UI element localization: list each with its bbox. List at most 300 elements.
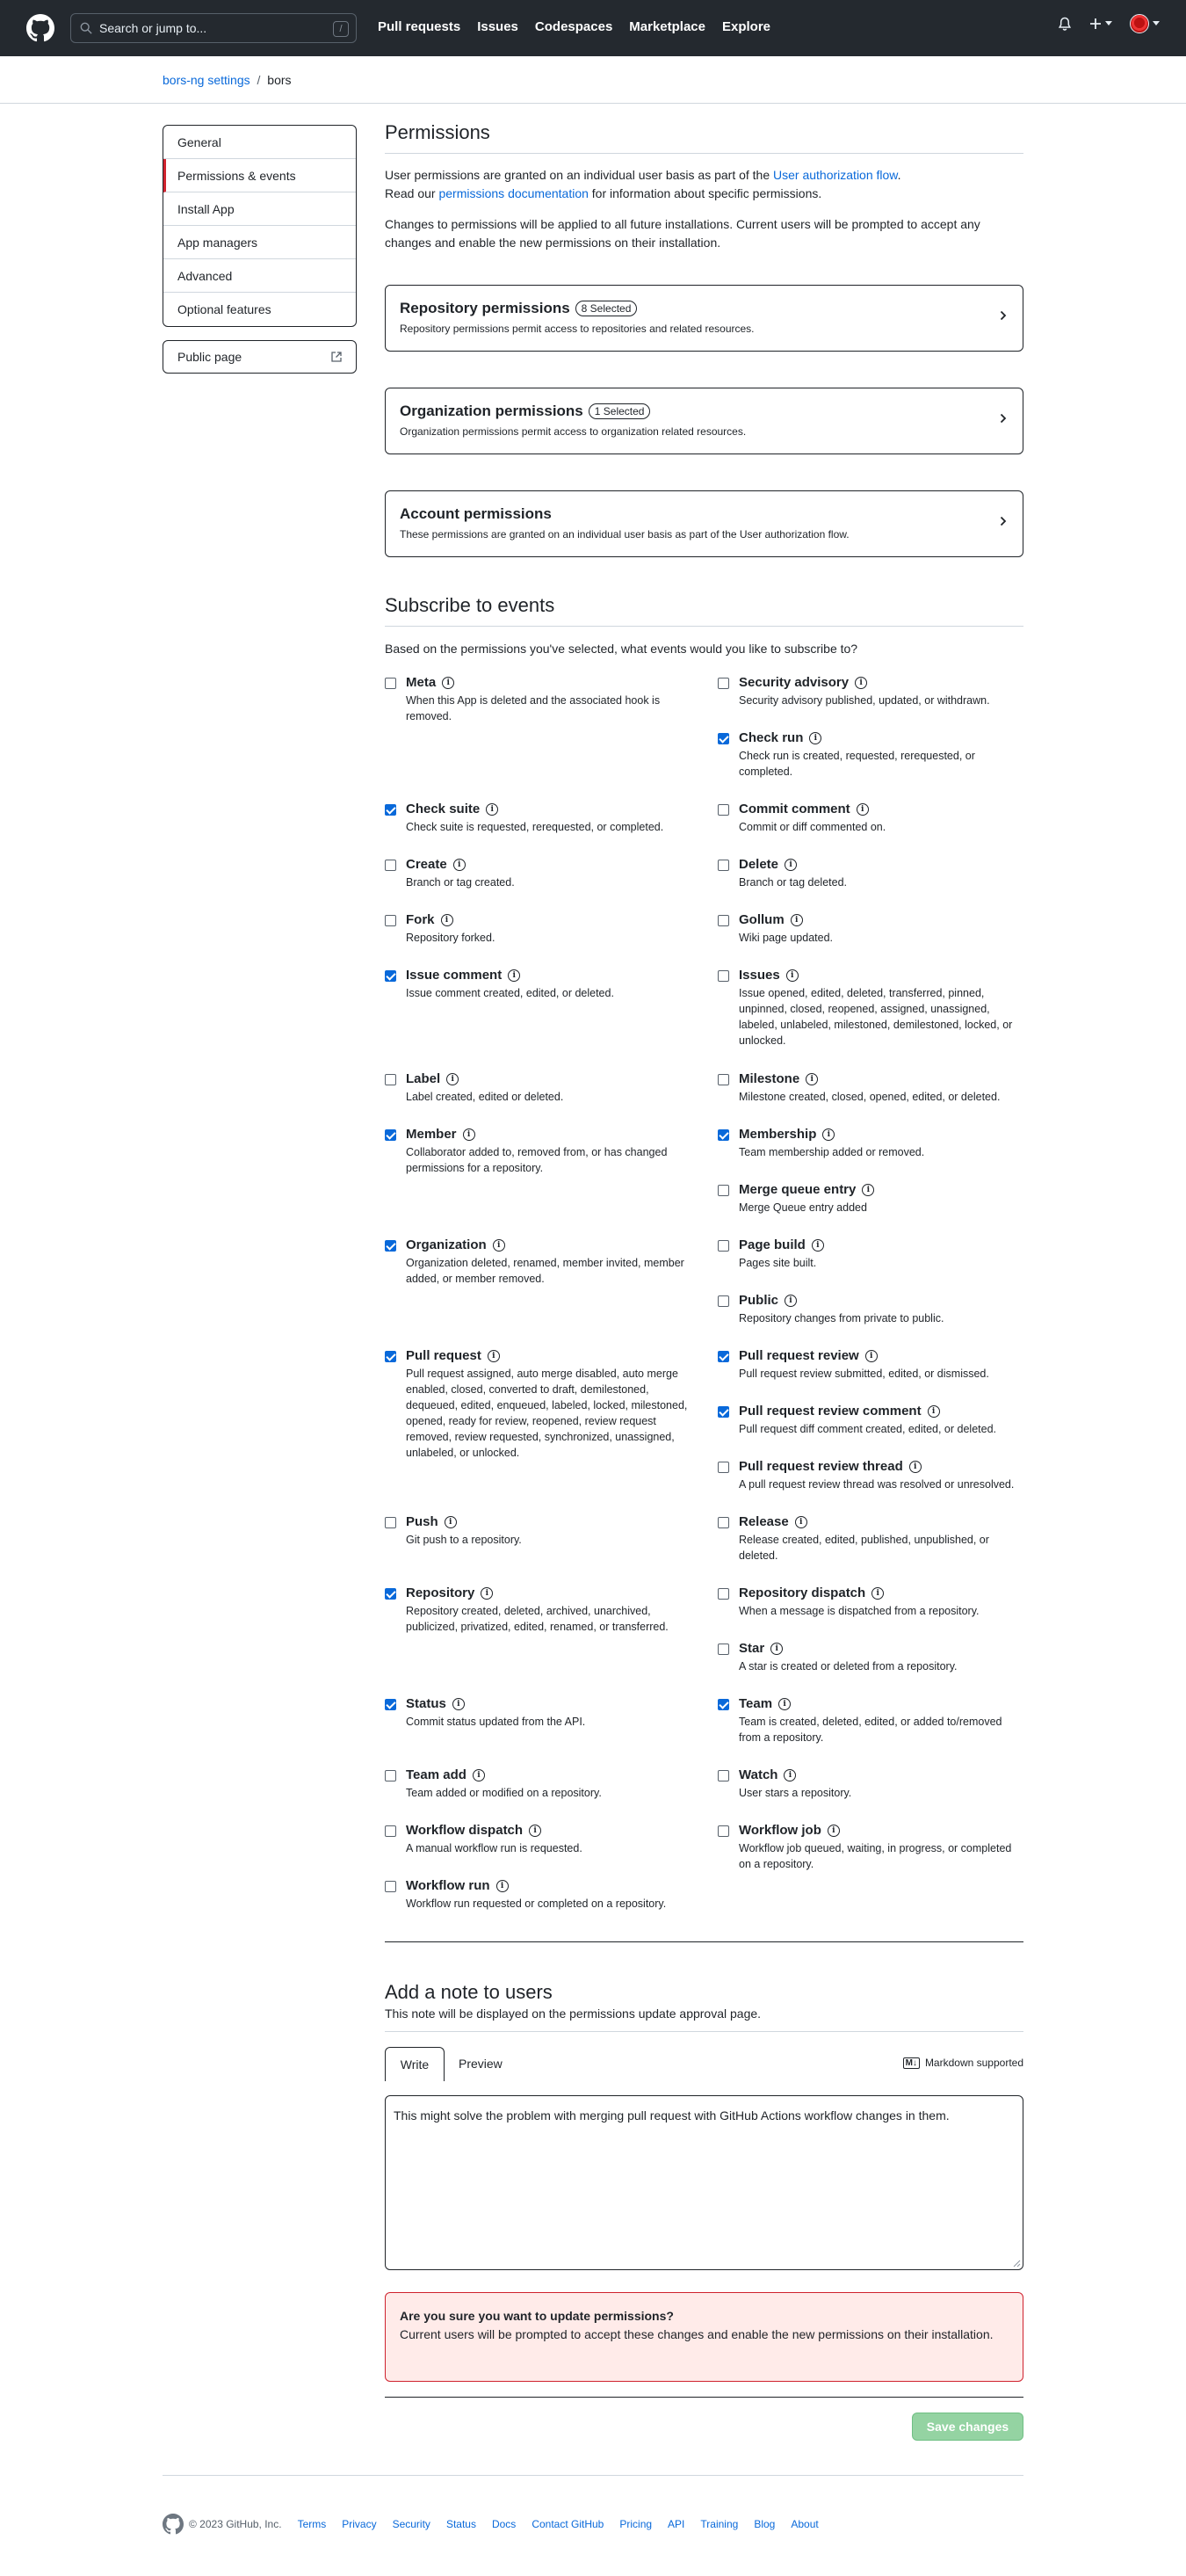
event-label[interactable]: Watch: [739, 1767, 778, 1782]
event-label[interactable]: Commit comment: [739, 802, 850, 816]
event-label[interactable]: Merge queue entry: [739, 1182, 857, 1197]
event-issues: [718, 968, 1025, 1049]
event-label[interactable]: Member: [406, 1127, 457, 1142]
caret-down-icon: [1153, 21, 1160, 26]
event-page-build: [718, 1237, 1025, 1271]
event-name-row: [406, 1878, 692, 1893]
header-actions: [1058, 14, 1160, 33]
event-name-row: [739, 1071, 1025, 1086]
info-icon[interactable]: i: [828, 1825, 840, 1837]
intro-suffix: .: [897, 168, 901, 182]
event-checkbox[interactable]: [385, 1517, 396, 1528]
footer-link-api[interactable]: API: [668, 2518, 685, 2530]
info-icon[interactable]: i: [865, 1350, 878, 1362]
info-icon[interactable]: i: [809, 732, 821, 744]
event-description: Branch or tag created.: [406, 876, 515, 889]
event-name-row: [406, 1237, 692, 1252]
event-description: Commit or diff commented on.: [739, 821, 886, 833]
intro-prefix: User permissions are granted on an individual user basis as part of the: [385, 168, 774, 182]
event-public: [718, 1293, 1025, 1326]
public-page-link[interactable]: [163, 340, 357, 374]
footer-copyright: © 2023 GitHub, Inc.: [189, 2518, 282, 2530]
event-star: [718, 1641, 1025, 1674]
event-team-add: [385, 1767, 692, 1801]
permissions-section: [385, 121, 1023, 252]
event-description: Workflow run requested or completed on a repository.: [406, 1898, 667, 1910]
chevron-right-icon: [1000, 413, 1007, 424]
event-meta: [385, 675, 692, 724]
event-description: Wiki page updated.: [739, 932, 834, 944]
event-name-row: [739, 1182, 1025, 1197]
permissions-intro: [385, 166, 1023, 203]
read-prefix: Read our: [385, 186, 439, 200]
event-checkbox[interactable]: [718, 1240, 729, 1252]
event-name-row: [739, 1823, 1025, 1838]
caret-down-icon: [1105, 21, 1112, 26]
repository-permissions-desc: Repository permissions permit access to repositories and related resources.: [400, 323, 755, 335]
event-description: Merge Queue entry added: [739, 1201, 867, 1214]
info-icon[interactable]: i: [453, 859, 466, 871]
event-checkbox[interactable]: [385, 678, 396, 689]
github-logo-icon[interactable]: [26, 14, 54, 42]
event-label[interactable]: Meta: [406, 675, 437, 690]
event-description: Repository changes from private to public.: [739, 1312, 944, 1324]
event-description: Check run is created, requested, rerequested, or completed.: [739, 750, 975, 778]
info-icon[interactable]: i: [463, 1128, 475, 1141]
external-link-icon: [331, 352, 342, 362]
event-description: Commit status updated from the API.: [406, 1716, 586, 1728]
public-page-label: Public page: [177, 350, 242, 364]
event-repository-dispatch: [718, 1586, 1025, 1619]
event-check-run: [718, 730, 1025, 780]
warning-body: Current users will be prompted to accept these changes and enable the new permissions on their installation.: [400, 2327, 994, 2341]
event-description: When a message is dispatched from a repository.: [739, 1605, 980, 1617]
plus-dropdown[interactable]: [1089, 18, 1112, 30]
event-create: [385, 857, 692, 890]
event-description: Team membership added or removed.: [739, 1146, 925, 1158]
organization-permissions-desc: Organization permissions permit access to organization related resources.: [400, 425, 747, 438]
save-divider: [385, 2397, 1023, 2398]
event-checkbox[interactable]: [718, 804, 729, 816]
event-label[interactable]: Workflow run: [406, 1878, 490, 1893]
event-description: Issue comment created, edited, or deleted.: [406, 987, 614, 999]
event-checkbox[interactable]: [718, 678, 729, 689]
event-label[interactable]: Label: [406, 1071, 441, 1086]
event-checkbox[interactable]: [718, 1462, 729, 1473]
footer-link-security[interactable]: Security: [392, 2518, 430, 2530]
event-name-row: [739, 968, 1025, 983]
event-merge-queue-entry: [718, 1182, 1025, 1215]
event-label[interactable]: Repository dispatch: [739, 1586, 866, 1600]
event-team: [718, 1696, 1025, 1745]
info-icon[interactable]: i: [442, 677, 454, 689]
event-description: Organization deleted, renamed, member invited, member added, or member removed.: [406, 1257, 684, 1285]
info-icon[interactable]: i: [785, 1295, 797, 1307]
footer-divider: [163, 2475, 1023, 2476]
account-permissions-box[interactable]: [385, 490, 1023, 557]
event-member: [385, 1127, 692, 1176]
event-checkbox[interactable]: [385, 804, 396, 816]
event-name-row: [406, 1823, 692, 1838]
event-commit-comment: [718, 802, 1025, 835]
sidebar-item-install-app[interactable]: Install App: [163, 192, 356, 226]
event-checkbox[interactable]: [385, 1588, 396, 1600]
event-label: [385, 1071, 692, 1105]
event-description: Milestone created, closed, opened, edited, or deleted.: [739, 1091, 1001, 1103]
breadcrumb-bar: [0, 56, 1186, 104]
markdown-supported-link[interactable]: [903, 2057, 1023, 2069]
event-pull-request-review-comment: [718, 1404, 1025, 1437]
event-description: A star is created or deleted from a repository.: [739, 1660, 958, 1673]
event-organization: [385, 1237, 692, 1287]
event-name-row: [406, 857, 692, 872]
user-menu[interactable]: [1130, 14, 1160, 33]
footer-link-pricing[interactable]: Pricing: [619, 2518, 653, 2530]
event-checkbox[interactable]: [718, 1699, 729, 1710]
event-name-row: [739, 1586, 1025, 1600]
event-description: Branch or tag deleted.: [739, 876, 847, 889]
user-authorization-flow-link[interactable]: User authorization flow: [773, 168, 898, 182]
event-name-row: [739, 675, 1025, 690]
footer-links: [298, 2518, 819, 2530]
event-workflow-run: [385, 1878, 692, 1912]
breadcrumb: [163, 73, 292, 87]
event-name-row: [406, 912, 692, 927]
settings-sidebar: [163, 125, 357, 327]
event-checkbox[interactable]: [385, 1770, 396, 1781]
event-label[interactable]: Pull request review thread: [739, 1459, 903, 1474]
info-icon[interactable]: i: [909, 1461, 922, 1473]
event-label[interactable]: Team add: [406, 1767, 466, 1782]
event-checkbox[interactable]: [385, 1074, 396, 1085]
subscribe-events-title: Subscribe to events: [385, 594, 1023, 627]
event-label[interactable]: Release: [739, 1514, 789, 1529]
save-changes-button[interactable]: Save changes: [912, 2413, 1023, 2441]
info-icon[interactable]: i: [529, 1825, 541, 1837]
events-divider: [385, 1941, 1023, 1942]
event-repository: [385, 1586, 692, 1635]
event-label[interactable]: Team: [739, 1696, 773, 1711]
footer-link-docs[interactable]: Docs: [491, 2518, 517, 2530]
event-name-row: [739, 1404, 1025, 1419]
event-name-row: [739, 1514, 1025, 1529]
info-icon[interactable]: i: [452, 1698, 465, 1710]
note-tabs: [385, 2031, 1023, 2072]
event-checkbox[interactable]: [385, 1699, 396, 1710]
markdown-icon: M↓: [903, 2057, 920, 2069]
event-description: Team is created, deleted, edited, or added to/removed from a repository.: [739, 1716, 1002, 1744]
info-icon[interactable]: i: [791, 914, 803, 926]
event-delete: [718, 857, 1025, 890]
event-pull-request-review-thread: [718, 1459, 1025, 1492]
note-text: This might solve the problem with merging pull request with GitHub Actions workflow changes in them.: [394, 2108, 950, 2122]
avatar: [1130, 14, 1149, 33]
account-permissions-title: Account permissions: [400, 505, 552, 522]
event-name-row: [739, 857, 1025, 872]
event-name-row: [406, 1348, 692, 1363]
event-name-row: [739, 1641, 1025, 1656]
event-description: Repository created, deleted, archived, unarchived, publicized, privatized, edited, renamed, or transferred.: [406, 1605, 669, 1633]
event-membership: [718, 1127, 1025, 1160]
event-description: Repository forked.: [406, 932, 495, 944]
subscribe-events-question: Based on the permissions you've selected, what events would you like to subscribe to?: [385, 642, 858, 656]
info-icon[interactable]: i: [770, 1643, 783, 1655]
event-label[interactable]: Issue comment: [406, 968, 503, 983]
event-checkbox[interactable]: [385, 1240, 396, 1252]
event-checkbox[interactable]: [718, 1295, 729, 1307]
organization-permissions-badge: 1 Selected: [589, 403, 651, 419]
event-description: When this App is deleted and the associated hook is removed.: [406, 694, 661, 722]
event-label[interactable]: Issues: [739, 968, 780, 983]
organization-permissions-title: Organization permissions: [400, 403, 583, 419]
event-checkbox[interactable]: [718, 1770, 729, 1781]
event-description: A manual workflow run is requested.: [406, 1842, 582, 1854]
event-label[interactable]: Pull request: [406, 1348, 481, 1363]
plus-icon: [1089, 18, 1102, 30]
event-description: Pull request review submitted, edited, or dismissed.: [739, 1368, 989, 1380]
chevron-right-icon: [1000, 310, 1007, 321]
event-name-row: [739, 1127, 1025, 1142]
info-icon[interactable]: i: [855, 677, 867, 689]
event-checkbox[interactable]: [385, 1129, 396, 1141]
event-release: [718, 1514, 1025, 1564]
event-status: [385, 1696, 692, 1730]
breadcrumb-settings-link[interactable]: bors-ng settings: [163, 73, 250, 87]
event-label[interactable]: Pull request review: [739, 1348, 859, 1363]
event-name-row: [406, 1696, 692, 1711]
info-icon[interactable]: i: [795, 1516, 807, 1528]
event-description: User stars a repository.: [739, 1787, 852, 1799]
event-label[interactable]: Pull request review comment: [739, 1404, 922, 1419]
note-title: Add a note to users: [385, 1981, 553, 2003]
nav-issues[interactable]: Issues: [477, 19, 518, 34]
event-label[interactable]: Star: [739, 1641, 765, 1656]
footer-link-status[interactable]: Status: [445, 2518, 476, 2530]
info-icon[interactable]: i: [786, 969, 799, 982]
global-nav: [378, 19, 770, 34]
event-label[interactable]: Security advisory: [739, 675, 850, 690]
event-label[interactable]: Page build: [739, 1237, 806, 1252]
sidebar-item-advanced[interactable]: Advanced: [163, 259, 356, 293]
event-checkbox[interactable]: [385, 1881, 396, 1892]
info-icon[interactable]: i: [812, 1239, 824, 1252]
permissions-changes-note: Changes to permissions will be applied to all future installations. Current users will be prompted to accept any changes and enable the new permissions on their installation.: [385, 217, 980, 250]
event-check-suite: [385, 802, 692, 835]
repository-permissions-badge: 8 Selected: [575, 301, 638, 316]
breadcrumb-current: bors: [267, 73, 292, 87]
event-checkbox[interactable]: [718, 1588, 729, 1600]
event-pull-request-review: [718, 1348, 1025, 1382]
event-checkbox[interactable]: [385, 970, 396, 982]
info-icon[interactable]: i: [806, 1073, 818, 1085]
event-checkbox[interactable]: [718, 1074, 729, 1085]
search-placeholder: Search or jump to...: [99, 21, 207, 35]
info-icon[interactable]: i: [481, 1587, 493, 1600]
event-label[interactable]: Organization: [406, 1237, 487, 1252]
event-push: [385, 1514, 692, 1548]
warning-title: Are you sure you want to update permissions?: [400, 2309, 674, 2323]
repository-permissions-box[interactable]: [385, 285, 1023, 352]
event-checkbox[interactable]: [718, 1644, 729, 1655]
footer-link-blog[interactable]: Blog: [754, 2518, 776, 2530]
nav-pull-requests[interactable]: Pull requests: [378, 19, 461, 34]
event-security-advisory: [718, 675, 1025, 708]
info-icon[interactable]: i: [473, 1769, 485, 1781]
info-icon[interactable]: i: [928, 1405, 940, 1418]
event-checkbox[interactable]: [718, 860, 729, 871]
event-description: Collaborator added to, removed from, or has changed permissions for a repository.: [406, 1146, 668, 1174]
event-description: Pull request assigned, auto merge disabled, auto merge enabled, closed, converted to draft, demilestoned, dequeued, edited, enqueued, labeled, locked, milestoned, opened, ready for review, reopened, review request removed, review requested, synchronized, unassigned, unlabeled, or unlocked.: [406, 1368, 688, 1459]
event-issue-comment: [385, 968, 692, 1001]
event-description: Release created, edited, published, unpublished, or deleted.: [739, 1534, 989, 1562]
event-label[interactable]: Workflow dispatch: [406, 1823, 524, 1838]
footer: [163, 2514, 1023, 2535]
event-label[interactable]: Check suite: [406, 802, 481, 816]
event-checkbox[interactable]: [718, 1185, 729, 1196]
event-description: Check suite is requested, rerequested, or completed.: [406, 821, 664, 833]
search-shortcut-hint: /: [333, 21, 349, 37]
event-label[interactable]: Gollum: [739, 912, 785, 927]
info-icon[interactable]: i: [822, 1128, 835, 1141]
event-checkbox[interactable]: [718, 970, 729, 982]
event-label[interactable]: Membership: [739, 1127, 817, 1142]
organization-permissions-box[interactable]: [385, 388, 1023, 454]
event-name-row: [406, 1127, 692, 1142]
nav-codespaces[interactable]: Codespaces: [534, 19, 613, 34]
footer-link-about[interactable]: About: [791, 2518, 819, 2530]
event-name-row: [739, 1237, 1025, 1252]
info-icon[interactable]: i: [441, 914, 453, 926]
event-workflow-dispatch: [385, 1823, 692, 1856]
event-name-row: [739, 802, 1025, 816]
event-label[interactable]: Workflow job: [739, 1823, 821, 1838]
event-name-row: [406, 1767, 692, 1782]
event-description: Pull request diff comment created, edited, or deleted.: [739, 1423, 996, 1435]
sidebar-item-permissions-events[interactable]: Permissions & events: [163, 159, 356, 192]
event-description: Team added or modified on a repository.: [406, 1787, 602, 1799]
info-icon[interactable]: i: [488, 1350, 500, 1362]
event-checkbox[interactable]: [718, 1517, 729, 1528]
info-icon[interactable]: i: [508, 969, 520, 982]
event-label[interactable]: Create: [406, 857, 447, 872]
github-mark-icon[interactable]: [163, 2514, 184, 2535]
event-description: Pages site built.: [739, 1257, 817, 1269]
event-checkbox[interactable]: [718, 1351, 729, 1362]
info-icon[interactable]: i: [778, 1698, 791, 1710]
markdown-supported-label: Markdown supported: [924, 2057, 1023, 2069]
event-checkbox[interactable]: [718, 1825, 729, 1837]
info-icon[interactable]: i: [496, 1880, 509, 1892]
note-textarea[interactable]: [385, 2095, 1023, 2270]
footer-link-contact[interactable]: Contact GitHub: [532, 2518, 604, 2530]
event-name-row: [739, 730, 1025, 745]
info-icon[interactable]: i: [871, 1587, 884, 1600]
event-checkbox[interactable]: [718, 915, 729, 926]
event-checkbox[interactable]: [385, 915, 396, 926]
tab-write[interactable]: Write: [385, 2047, 445, 2081]
info-icon[interactable]: i: [446, 1073, 459, 1085]
event-label[interactable]: Fork: [406, 912, 435, 927]
event-description: Git push to a repository.: [406, 1534, 522, 1546]
breadcrumb-separator: /: [257, 73, 261, 87]
event-label[interactable]: Push: [406, 1514, 438, 1529]
event-name-row: [739, 1293, 1025, 1308]
event-description: Workflow job queued, waiting, in progress, or completed on a repository.: [739, 1842, 1012, 1870]
info-icon[interactable]: i: [785, 859, 797, 871]
permissions-docs-link[interactable]: permissions documentation: [438, 186, 589, 200]
search-icon: [80, 22, 92, 34]
read-suffix: for information about specific permissions.: [588, 186, 822, 200]
event-name-row: [739, 912, 1025, 927]
event-label[interactable]: Delete: [739, 857, 779, 872]
nav-explore[interactable]: Explore: [722, 19, 771, 34]
event-gollum: [718, 912, 1025, 946]
event-checkbox[interactable]: [385, 1825, 396, 1837]
info-icon[interactable]: i: [784, 1769, 796, 1781]
info-icon[interactable]: i: [486, 803, 498, 816]
event-pull-request: [385, 1348, 692, 1461]
event-name-row: [739, 1459, 1025, 1474]
footer-link-training[interactable]: Training: [700, 2518, 739, 2530]
event-checkbox[interactable]: [385, 860, 396, 871]
event-milestone: [718, 1071, 1025, 1105]
repository-permissions-title: Repository permissions: [400, 300, 570, 316]
sidebar-item-app-managers[interactable]: App managers: [163, 226, 356, 259]
event-label[interactable]: Repository: [406, 1586, 475, 1600]
event-checkbox[interactable]: [718, 733, 729, 744]
note-subtitle: This note will be displayed on the permissions update approval page.: [385, 2006, 762, 2021]
event-name-row: [739, 1348, 1025, 1363]
event-label[interactable]: Milestone: [739, 1071, 800, 1086]
tab-preview[interactable]: Preview: [459, 2057, 503, 2071]
event-label[interactable]: Check run: [739, 730, 804, 745]
event-name-row: [406, 1514, 692, 1529]
event-checkbox[interactable]: [718, 1406, 729, 1418]
info-icon[interactable]: i: [857, 803, 869, 816]
event-fork: [385, 912, 692, 946]
event-checkbox[interactable]: [385, 1351, 396, 1362]
event-description: Security advisory published, updated, or withdrawn.: [739, 694, 990, 707]
nav-marketplace[interactable]: Marketplace: [629, 19, 705, 34]
event-name-row: [739, 1767, 1025, 1782]
info-icon[interactable]: i: [445, 1516, 457, 1528]
footer-link-terms[interactable]: Terms: [297, 2518, 327, 2530]
event-description: Label created, edited or deleted.: [406, 1091, 564, 1103]
global-header: [0, 0, 1186, 56]
event-label[interactable]: Public: [739, 1293, 779, 1308]
permissions-title: Permissions: [385, 121, 1023, 154]
account-permissions-desc: These permissions are granted on an individual user basis as part of the User authorization flow.: [400, 528, 850, 541]
resize-handle-icon[interactable]: [1012, 2259, 1021, 2268]
event-name-row: [406, 675, 692, 690]
info-icon[interactable]: i: [493, 1239, 505, 1252]
update-warning: [385, 2292, 1023, 2382]
event-name-row: [739, 1696, 1025, 1711]
event-name-row: [406, 802, 692, 816]
info-icon[interactable]: i: [862, 1184, 874, 1196]
event-name-row: [406, 968, 692, 983]
event-description: A pull request review thread was resolved or unresolved.: [739, 1478, 1015, 1491]
footer-link-privacy[interactable]: Privacy: [342, 2518, 377, 2530]
sidebar-item-optional-features[interactable]: Optional features: [177, 302, 271, 316]
sidebar-item-general[interactable]: General: [163, 126, 356, 159]
chevron-right-icon: [1000, 516, 1007, 526]
event-checkbox[interactable]: [718, 1129, 729, 1141]
global-search-input[interactable]: [70, 13, 357, 43]
event-description: Issue opened, edited, deleted, transferred, pinned, unpinned, closed, reopened, assigned, unassigned, labeled, unlabeled, milestoned, demilestoned, locked, or unlocked.: [739, 987, 1013, 1047]
bell-icon[interactable]: [1058, 17, 1072, 32]
event-label[interactable]: Status: [406, 1696, 446, 1711]
